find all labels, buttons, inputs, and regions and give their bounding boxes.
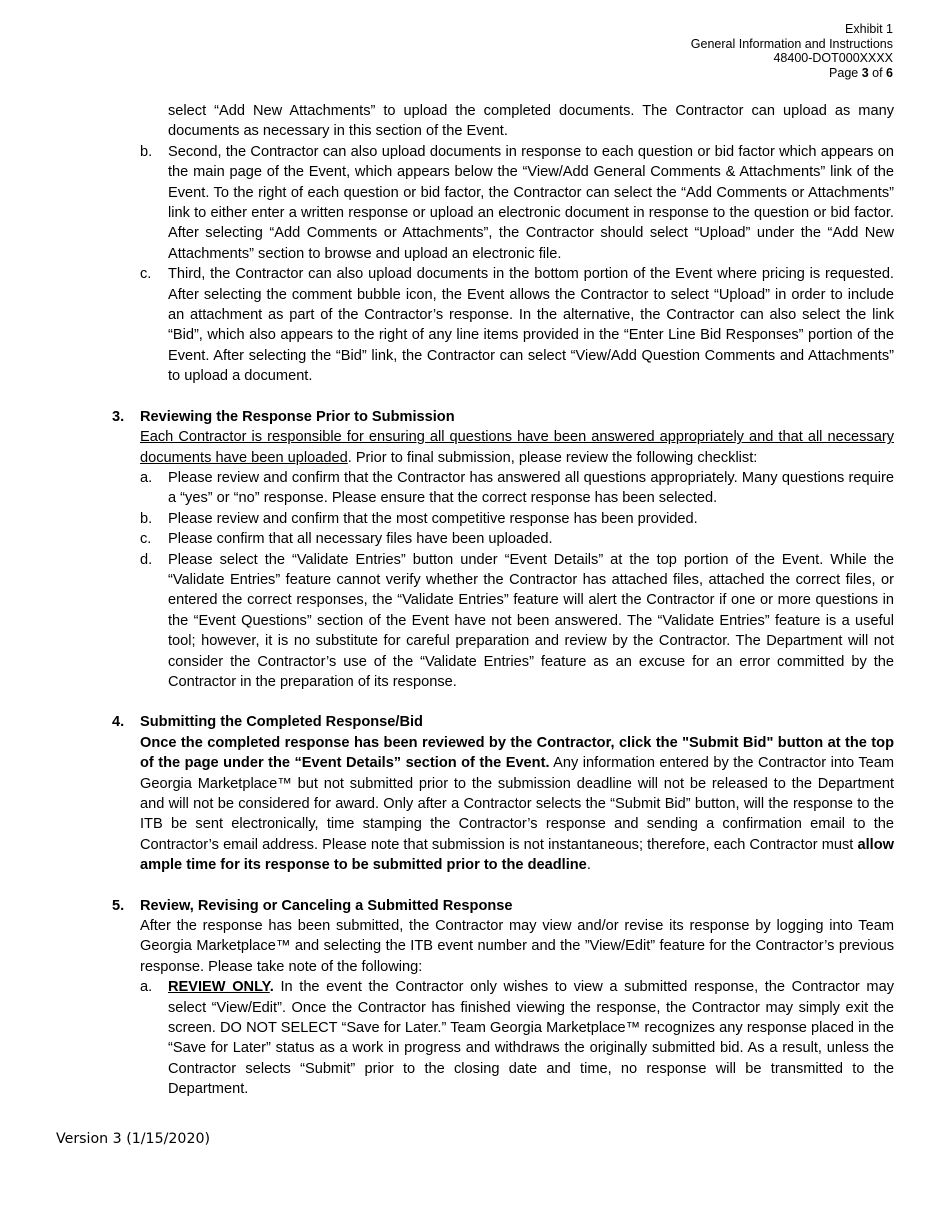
section-4-body: Once the completed response has been reviewed by the Contractor, click the "Submit Bid" button at the top of the page under the “Event Details” section of the Event. Any information entered by the Contractor into Team Georgia Marketplace™ but not submitted prior to the submission deadline will not be released to the Department and will not be considered for award. Only after a Contractor selects the “Submit Bid” button, will the response to the ITB be sent electronically, time stamping the Contractor’s response and sending a confirmation email to the Contractor’s email address. Please note that submission is not instantaneous; therefore, each Contractor must allow ample time for its response to be submitted prior to the deadline. [140,734,895,874]
document-number: 48400-DOT000XXXX [773,51,893,66]
list-item: a. Please review and confirm that the Contractor has answered all questions appropriately. Many questions require a “yes” or “no” response. Please ensure that the correct response has been selected. [140,469,894,507]
version-footer: Version 3 (1/15/2020) [56,1131,211,1147]
section-3-intro: Each Contractor is responsible for ensuring all questions have been answered appropriately and that all necessary documents have been uploaded. Prior to final submission, please review the following checklist: [140,429,894,466]
section-heading-3: 3. Reviewing the Response Prior to Submission [112,408,455,425]
document-body [112,101,894,1100]
section-5-body: After the response has been submitted, the Contractor may view and/or revise its response by logging into Team Georgia Marketplace™ and selecting the ITB event number and the ”View/Edit” feature for the Contractor’s previous response. Please take note of the following: [140,918,894,975]
section-heading-5: 5. Review, Revising or Canceling a Submitted Response [112,897,513,914]
document-subtitle: General Information and Instructions [690,36,893,51]
continued-paragraph: select “Add New Attachments” to upload the completed documents. The Contractor can upload as many documents as necessary in this section of the Event. [168,103,894,140]
page-header [691,22,893,80]
list-item: d. Please select the “Validate Entries” button under “Event Details” at the top portion of the Event. While the “Validate Entries” feature cannot verify whether the Contractor has attached files, attached the correct files, or entered the correct responses, the “Validate Entries” feature will alert the Contractor if one or more questions in the “Event Questions” section of the Event have not been answered. The “Validate Entries” feature is a useful tool; however, it is no substitute for careful preparation and review by the Contractor. The Department will not consider the Contractor’s use of the “Validate Entries” feature as an excuse for an error committed by the Contractor in the preparation of its response. [140,551,894,690]
page-number: Page 3 of 6 [829,65,893,80]
list-item: b. Second, the Contractor can also upload documents in response to each question or bid factor which appears on the main page of the Event, which appears below the “View/Add General Comments & Attachments” link of the Event. To the right of each question or bid factor, the Contractor can select the “Add Comments or Attachments” link to either enter a written response or upload an electronic document in response to the question or bid factor. After selecting “Add Comments or Attachments”, the Contractor should select “Upload” under the “Add New Attachments” section to browse and upload an electronic file. [140,143,894,262]
list-item: c. Please confirm that all necessary files have been uploaded. [140,531,553,548]
exhibit-label: Exhibit 1 [845,22,893,36]
list-item: b. Please review and confirm that the most competitive response has been provided. [140,510,698,527]
section-heading-4: 4. Submitting the Completed Response/Bid [112,714,423,731]
list-item: a. REVIEW ONLY. In the event the Contractor only wishes to view a submitted response, the Contractor may select “View/Edit”. Once the Contractor has finished viewing the response, the Contractor may simply exit the screen. DO NOT SELECT “Save for Later.” Team Georgia Marketplace™ recognizes any response placed in the “Save for Later” status as a work in progress and withdraws the originally submitted bid. As a result, unless the Contractor selects “Submit” prior to the closing date and time, no response will be transmitted to the Department. [140,979,894,1098]
list-item: c. Third, the Contractor can also upload documents in the bottom portion of the Event where pricing is requested. After selecting the comment bubble icon, the Event allows the Contractor to select “Upload” in order to include an attachment as part of the Contractor’s response. In the alternative, the Contractor can also select the link “Bid”, which also appears to the right of any line items provided in the “Enter Line Bid Responses” portion of the Event. After selecting the “Bid” link, the Contractor can select “View/Add Question Comments and Attachments” to upload a document. [140,266,894,385]
